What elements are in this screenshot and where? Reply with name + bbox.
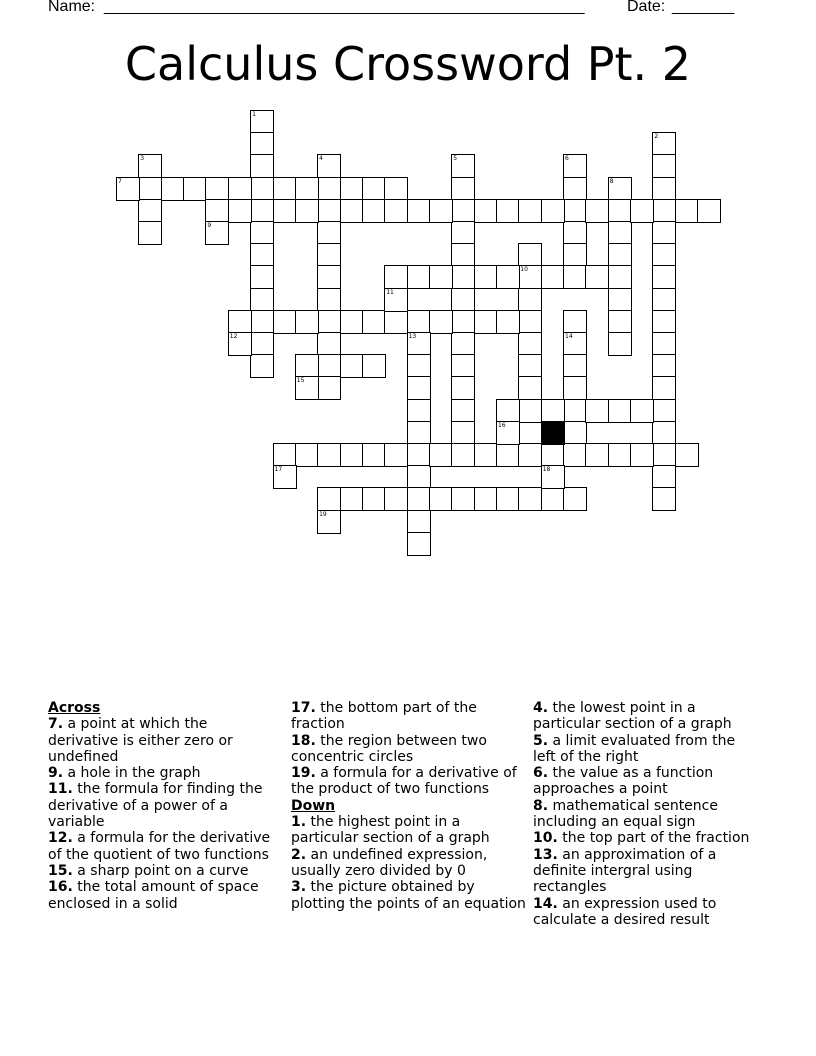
grid-cell[interactable]: [384, 310, 408, 334]
clue-item: [533, 765, 758, 798]
grid-cell[interactable]: [585, 443, 609, 467]
grid-cell[interactable]: [608, 265, 632, 289]
clue-item: [291, 733, 526, 766]
grid-cell[interactable]: [205, 199, 229, 223]
clue-number: 9: [207, 222, 212, 229]
grid-cell[interactable]: [474, 487, 498, 511]
grid-cell[interactable]: [563, 376, 587, 400]
grid-cell[interactable]: [585, 199, 609, 223]
clue-number: 10: [520, 266, 528, 274]
grid-cell[interactable]: [541, 199, 565, 223]
grid-cell[interactable]: [384, 487, 408, 511]
grid-cell[interactable]: [407, 510, 431, 534]
grid-cell[interactable]: [451, 288, 475, 312]
grid-cell[interactable]: [317, 332, 341, 356]
clue-text: the formula for finding the derivative of a power of a variable: [48, 781, 263, 831]
grid-cell[interactable]: [295, 310, 319, 334]
clue-number: 5: [453, 155, 458, 163]
clue-number-label: 12.: [48, 830, 73, 847]
grid-cell[interactable]: [250, 221, 274, 245]
clue-number: 12: [229, 333, 238, 340]
date-label: Date:: [627, 0, 666, 15]
grid-cell[interactable]: [138, 221, 162, 245]
clue-text: a sharp point on a curve: [72, 862, 249, 879]
clue-text: mathematical sentence including an equal sign: [533, 797, 718, 831]
clue-item: [48, 863, 278, 879]
grid-cell[interactable]: [407, 532, 431, 556]
grid-cell[interactable]: [228, 310, 252, 334]
grid-cell[interactable]: [250, 354, 274, 378]
grid-cell[interactable]: [407, 399, 431, 423]
across-heading: Across: [48, 700, 101, 716]
grid-cell[interactable]: [563, 199, 587, 223]
grid-cell[interactable]: [250, 243, 274, 267]
grid-cell[interactable]: [608, 199, 632, 223]
clue-number-label: 13.: [533, 846, 558, 863]
grid-cell[interactable]: [429, 199, 453, 223]
clue-number-label: 10.: [533, 830, 558, 847]
clue-number: 8: [609, 177, 614, 185]
grid-cell[interactable]: [362, 443, 386, 467]
grid-cell[interactable]: [429, 310, 453, 334]
clue-number-label: 19.: [291, 765, 316, 782]
grid-cell[interactable]: [608, 310, 632, 334]
clue-text: the region between two concentric circles: [291, 732, 487, 765]
name-blank[interactable]: ______________________________________________________: [104, 0, 585, 15]
clue-number: 15: [296, 377, 305, 385]
grid-cell[interactable]: [630, 443, 654, 467]
grid-cell[interactable]: [451, 354, 475, 378]
grid-cell[interactable]: [407, 421, 431, 445]
grid-cell[interactable]: [317, 265, 341, 289]
clue-item: [533, 733, 758, 766]
grid-cell[interactable]: [652, 354, 676, 378]
page-title: Calculus Crossword Pt. 2: [124, 37, 692, 91]
grid-cell[interactable]: [362, 310, 386, 334]
grid-cell[interactable]: [675, 199, 699, 223]
grid-cell[interactable]: [228, 177, 252, 201]
clue-text: a limit evaluated from the left of the right: [533, 732, 736, 765]
clue-item: [291, 700, 526, 733]
clue-text: the picture obtained by plotting the points of an equation: [291, 879, 526, 912]
clue-item: [533, 896, 758, 929]
clue-number: 16: [498, 421, 506, 429]
clue-number-label: 6.: [533, 765, 549, 782]
clue-number-label: 17.: [291, 700, 316, 716]
grid-cell[interactable]: [317, 376, 341, 400]
clue-number: 4: [319, 155, 323, 163]
grid-cell[interactable]: [340, 199, 364, 223]
clues-column-3: [533, 700, 758, 928]
grid-cell[interactable]: [697, 199, 721, 223]
grid-cell[interactable]: [630, 399, 654, 423]
grid-cell[interactable]: [317, 177, 341, 201]
grid-cell[interactable]: [250, 265, 274, 289]
clues-column-1: [48, 700, 278, 912]
clue-text: a formula for a derivative of the product of two functions: [291, 765, 517, 798]
clue-number-label: 11.: [48, 781, 73, 798]
grid-cell[interactable]: [518, 332, 542, 356]
clue-item: [533, 700, 758, 733]
grid-cell[interactable]: [317, 487, 341, 511]
grid-cell[interactable]: [652, 221, 676, 245]
clue-text: a formula for the derivative of the quotient of two functions: [48, 830, 271, 863]
clue-number: 13: [408, 333, 417, 340]
clue-number: 19: [319, 510, 327, 518]
clue-item: [48, 830, 278, 863]
clue-item: [533, 798, 758, 831]
grid-cell[interactable]: [407, 376, 431, 400]
grid-cell[interactable]: [317, 310, 341, 334]
grid-cell[interactable]: [518, 199, 542, 223]
grid-cell[interactable]: [563, 421, 587, 445]
clue-text: an undefined expression, usually zero divided by 0: [291, 846, 488, 879]
grid-cell[interactable]: [295, 199, 319, 223]
grid-cell[interactable]: [518, 288, 542, 312]
grid-cell[interactable]: [563, 243, 587, 267]
grid-cell[interactable]: [563, 221, 587, 245]
grid-cell[interactable]: [652, 243, 676, 267]
grid-cell[interactable]: [541, 399, 565, 423]
grid-cell[interactable]: [451, 332, 475, 356]
clue-number-label: 15.: [48, 862, 73, 879]
grid-cell[interactable]: [451, 399, 475, 423]
clue-text: a point at which the derivative is either zero or undefined: [48, 716, 233, 765]
clue-number-label: 2.: [291, 846, 307, 863]
grid-cell[interactable]: [541, 265, 565, 289]
clue-item: [291, 879, 526, 912]
grid-cell[interactable]: [451, 310, 475, 334]
grid-cell[interactable]: [563, 399, 587, 423]
grid-cell[interactable]: [608, 443, 632, 467]
clue-number: 14: [565, 333, 573, 340]
grid-cell[interactable]: [541, 487, 565, 511]
down-heading: Down: [291, 797, 336, 814]
grid-cell[interactable]: [675, 443, 699, 467]
grid-cell[interactable]: [541, 443, 565, 467]
grid-cell[interactable]: [451, 265, 475, 289]
grid-cell[interactable]: [250, 199, 274, 223]
grid-cell[interactable]: [362, 487, 386, 511]
grid-cell[interactable]: [295, 177, 319, 201]
grid-cell[interactable]: [138, 177, 162, 201]
grid-cell[interactable]: [273, 443, 297, 467]
grid-cell[interactable]: [496, 310, 520, 334]
grid-cell[interactable]: [317, 199, 341, 223]
grid-cell[interactable]: [563, 487, 587, 511]
grid-cell[interactable]: [250, 332, 274, 356]
clues-column-2: [291, 700, 526, 912]
grid-cell[interactable]: [563, 177, 587, 201]
clue-number-label: 14.: [533, 895, 558, 912]
grid-cell[interactable]: [652, 399, 676, 423]
grid-cell[interactable]: [340, 354, 364, 378]
grid-cell[interactable]: [250, 310, 274, 334]
clue-item: [48, 879, 278, 912]
clue-number: 17: [274, 466, 283, 474]
clue-text: a hole in the graph: [63, 765, 201, 782]
grid-cell[interactable]: [496, 487, 520, 511]
grid-cell[interactable]: [563, 354, 587, 378]
grid-cell[interactable]: [384, 265, 408, 289]
clue-text: the value as a function approaches a point: [533, 765, 714, 798]
clue-number-label: 1.: [291, 814, 307, 831]
grid-cell[interactable]: [228, 199, 252, 223]
grid-cell[interactable]: [250, 177, 274, 201]
grid-cell[interactable]: [317, 288, 341, 312]
grid-cell[interactable]: [250, 288, 274, 312]
grid-cell[interactable]: [474, 265, 498, 289]
grid-cell[interactable]: [652, 465, 676, 489]
grid-cell[interactable]: [451, 177, 475, 201]
grid-cell[interactable]: [518, 354, 542, 378]
grid-cell[interactable]: [451, 487, 475, 511]
clue-number-label: 8.: [533, 797, 549, 814]
grid-cell[interactable]: [407, 199, 431, 223]
grid-cell[interactable]: [451, 221, 475, 245]
grid-cell[interactable]: [474, 310, 498, 334]
grid-cell[interactable]: [518, 376, 542, 400]
grid-cell[interactable]: [407, 443, 431, 467]
grid-cell[interactable]: [652, 288, 676, 312]
grid-cell[interactable]: [273, 199, 297, 223]
grid-cell[interactable]: [317, 354, 341, 378]
grid-cell[interactable]: [384, 199, 408, 223]
grid-cell[interactable]: [652, 265, 676, 289]
grid-cell[interactable]: [451, 199, 475, 223]
clue-item: [48, 781, 278, 830]
grid-cell[interactable]: [451, 243, 475, 267]
clue-text: the lowest point in a particular section of a graph: [533, 700, 732, 733]
grid-cell[interactable]: [340, 443, 364, 467]
clue-number-label: 16.: [48, 879, 73, 896]
grid-cell[interactable]: [451, 421, 475, 445]
clue-item: [291, 847, 526, 880]
clue-item: [48, 765, 278, 781]
grid-cell[interactable]: [429, 265, 453, 289]
grid-cell[interactable]: [608, 399, 632, 423]
clue-number: 6: [565, 155, 569, 163]
clue-number: 7: [118, 177, 122, 185]
grid-cell[interactable]: [183, 177, 207, 201]
grid-cell[interactable]: [250, 132, 274, 156]
grid-cell[interactable]: [474, 199, 498, 223]
clue-item: [291, 814, 526, 847]
grid-cell[interactable]: [317, 443, 341, 467]
grid-cell[interactable]: [652, 154, 676, 178]
grid-cell[interactable]: [652, 177, 676, 201]
clue-number: 3: [140, 155, 145, 163]
grid-cell[interactable]: [362, 199, 386, 223]
name-label: Name:: [48, 0, 96, 15]
grid-cell[interactable]: [585, 399, 609, 423]
grid-cell[interactable]: [362, 354, 386, 378]
clue-text: the top part of the fraction: [557, 830, 750, 847]
clue-number-label: 18.: [291, 732, 316, 749]
clue-text: an approximation of a definite intergral using rectangles: [533, 846, 717, 896]
grid-cell[interactable]: [384, 177, 408, 201]
clue-number: 18: [542, 466, 551, 474]
grid-cell[interactable]: [407, 310, 431, 334]
grid-cell[interactable]: [518, 487, 542, 511]
grid-cell[interactable]: [161, 177, 185, 201]
grid-cell[interactable]: [340, 487, 364, 511]
clue-item: [48, 716, 278, 765]
grid-cell[interactable]: [518, 443, 542, 467]
grid-cell[interactable]: [563, 265, 587, 289]
clue-item: [291, 765, 526, 798]
grid-cell[interactable]: [608, 243, 632, 267]
grid-cell[interactable]: [295, 354, 319, 378]
grid-cell[interactable]: [652, 332, 676, 356]
grid-cell[interactable]: [585, 265, 609, 289]
grid-cell[interactable]: [317, 221, 341, 245]
grid-cell[interactable]: [295, 443, 319, 467]
grid-cell[interactable]: [138, 199, 162, 223]
grid-cell[interactable]: [608, 288, 632, 312]
grid-cell[interactable]: [652, 199, 676, 223]
grid-cell[interactable]: [474, 443, 498, 467]
grid-cell[interactable]: [205, 177, 229, 201]
grid-cell[interactable]: [630, 199, 654, 223]
clue-number-label: 9.: [48, 765, 64, 782]
clue-item: [533, 830, 758, 846]
grid-cell[interactable]: [273, 177, 297, 201]
grid-cell[interactable]: [384, 443, 408, 467]
grid-cell[interactable]: [407, 487, 431, 511]
grid-cell[interactable]: [518, 310, 542, 334]
grid-cell[interactable]: [317, 243, 341, 267]
grid-cell[interactable]: [518, 243, 542, 267]
grid-cell[interactable]: [652, 487, 676, 511]
grid-cell[interactable]: [496, 399, 520, 423]
clue-number: 2: [654, 133, 659, 141]
clue-number-label: 5.: [533, 732, 549, 749]
clue-text: the total amount of space enclosed in a solid: [48, 879, 259, 912]
grid-cell[interactable]: [273, 310, 297, 334]
grid-cell[interactable]: [563, 443, 587, 467]
grid-cell[interactable]: [250, 154, 274, 178]
grid-cell[interactable]: [496, 265, 520, 289]
grid-cell[interactable]: [429, 443, 453, 467]
clue-number: 1: [252, 111, 256, 118]
grid-cell[interactable]: [652, 376, 676, 400]
grid-cell[interactable]: [407, 265, 431, 289]
clue-number: 11: [386, 288, 394, 296]
grid-cell[interactable]: [652, 443, 676, 467]
grid-cell[interactable]: [451, 376, 475, 400]
clue-text: the highest point in a particular section of a graph: [291, 814, 490, 847]
grid-cell[interactable]: [496, 199, 520, 223]
clue-item: [533, 847, 758, 896]
grid-cell[interactable]: [451, 443, 475, 467]
grid-cell[interactable]: [652, 421, 676, 445]
clue-text: an expression used to calculate a desired result: [533, 895, 717, 928]
grid-cell[interactable]: [652, 310, 676, 334]
grid-cell[interactable]: [429, 487, 453, 511]
grid-cell[interactable]: [518, 399, 542, 423]
clue-text: the bottom part of the fraction: [291, 700, 477, 733]
clue-number-label: 4.: [533, 700, 549, 716]
grid-cell[interactable]: [407, 465, 431, 489]
clue-number-label: 3.: [291, 879, 307, 896]
date-blank[interactable]: _______: [672, 0, 735, 15]
grid-cell[interactable]: [496, 443, 520, 467]
grid-cell[interactable]: [362, 177, 386, 201]
grid-cell[interactable]: [340, 177, 364, 201]
grid-cell[interactable]: [608, 221, 632, 245]
grid-cell[interactable]: [340, 310, 364, 334]
grid-cell[interactable]: [608, 332, 632, 356]
black-cell: [541, 421, 565, 445]
grid-cell[interactable]: [407, 354, 431, 378]
grid-cell[interactable]: [563, 310, 587, 334]
clue-number-label: 7.: [48, 716, 64, 733]
